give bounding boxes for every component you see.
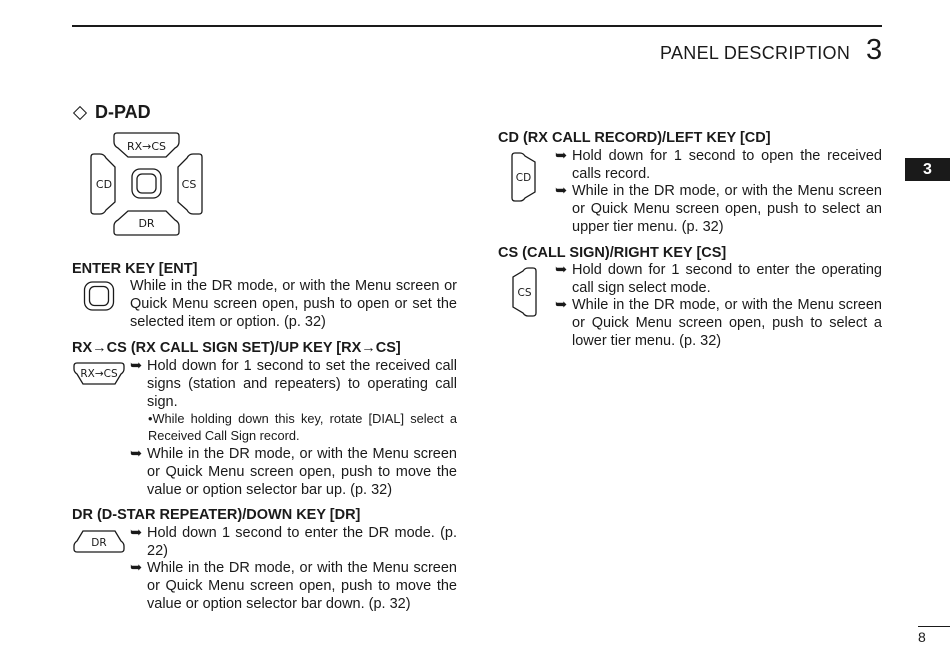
cd-key-icon	[511, 151, 537, 203]
dpad-up-label: RX→CS	[126, 140, 167, 153]
enter-key-description: While in the DR mode, or with the Menu screen or Quick Menu screen open, push to open or set the selected item or option. (p. 32)	[130, 278, 457, 330]
dr-bullet-2-text: While in the DR mode, or with the Menu screen or Quick Menu screen open, push to move the value or option selector bar down. (p. 32)	[147, 560, 457, 612]
header-rule	[72, 25, 882, 27]
rxcs-bullet-2-text: While in the DR mode, or with the Menu screen or Quick Menu screen open, push to move the value or option selector bar up. (p. 32)	[147, 446, 457, 498]
cd-bullet-1	[555, 147, 882, 183]
header-title: PANEL DESCRIPTION	[660, 43, 851, 63]
cd-bullet-2-text: While in the DR mode, or with the Menu screen or Quick Menu screen open, push to select an upper tier menu. (p. 32)	[572, 183, 882, 235]
cd-bullet-2	[555, 182, 882, 236]
rxcs-bullet-2	[130, 445, 457, 499]
cd-key-heading: CD (RX CALL RECORD)/LEFT KEY [CD]	[498, 130, 771, 146]
arrow-bullet-icon: ➥	[555, 148, 568, 164]
rxcs-key-icon	[73, 361, 125, 386]
dpad-diagram-icon	[88, 130, 208, 238]
footer-rule	[918, 626, 950, 627]
cs-bullet-1	[555, 261, 882, 297]
section-title-text: D-PAD	[95, 102, 151, 122]
svg-text:CS: CS	[517, 287, 532, 299]
cs-bullet-2-text: While in the DR mode, or with the Menu screen or Quick Menu screen open, push to select a lower tier menu. (p. 32)	[572, 297, 882, 349]
arrow-bullet-icon: ➥	[555, 183, 568, 199]
cs-key-heading: CS (CALL SIGN)/RIGHT KEY [CS]	[498, 245, 727, 261]
page-number: 8	[918, 629, 926, 645]
dpad-enter-inner	[137, 174, 156, 193]
arrow-bullet-icon: ➥	[555, 262, 568, 278]
dr-bullet-2	[130, 559, 457, 613]
dpad-right-label: CS	[181, 178, 197, 191]
cs-bullet-1-text: Hold down for 1 second to enter the operating call sign select mode.	[572, 262, 882, 296]
rxcs-bullet-1	[130, 357, 457, 411]
section-title	[72, 102, 151, 123]
arrow-bullet-icon: ➥	[130, 560, 143, 576]
chapter-number: 3	[866, 34, 883, 66]
enter-key-icon	[83, 281, 115, 311]
dr-bullet-1-text: Hold down 1 second to enter the DR mode. (p. 22)	[147, 525, 457, 559]
svg-text:CD: CD	[515, 172, 532, 184]
side-chapter-tab: 3	[905, 158, 950, 181]
arrow-bullet-icon: ➥	[130, 525, 143, 541]
cs-key-icon	[511, 266, 537, 318]
rxcs-sub-note: •While holding down this key, rotate [DIAL] select a Received Call Sign record.	[148, 411, 457, 443]
arrow-bullet-icon: ➥	[130, 358, 143, 374]
svg-text:DR: DR	[91, 537, 107, 549]
arrow-bullet-icon: ➥	[130, 446, 143, 462]
svg-text:RX→CS: RX→CS	[80, 368, 118, 380]
rxcs-key-heading: RX→CS (RX CALL SIGN SET)/UP KEY [RX→CS]	[72, 340, 401, 356]
diamond-icon	[73, 105, 87, 119]
dr-bullet-1	[130, 524, 457, 560]
rxcs-bullet-1-text: Hold down for 1 second to set the received call signs (station and repeaters) to operating call sign.	[147, 358, 457, 410]
arrow-bullet-icon: ➥	[555, 297, 568, 313]
dr-key-icon	[73, 528, 125, 554]
cs-bullet-2	[555, 296, 882, 350]
dpad-down-label: DR	[138, 217, 155, 230]
dpad-left-label: CD	[95, 178, 113, 191]
cd-bullet-1-text: Hold down for 1 second to open the received calls record.	[572, 148, 882, 182]
dr-key-heading: DR (D-STAR REPEATER)/DOWN KEY [DR]	[72, 507, 361, 523]
enter-key-heading: ENTER KEY [ENT]	[72, 261, 198, 277]
